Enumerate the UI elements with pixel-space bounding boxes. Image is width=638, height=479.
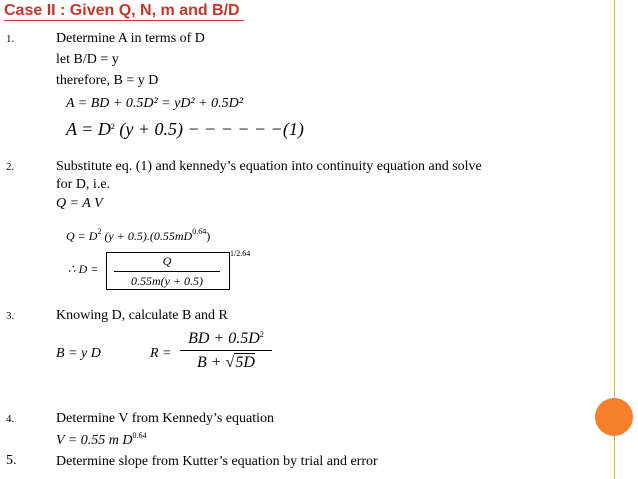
item-5-heading: Determine slope from Kutter’s equation by trial and error (56, 454, 378, 469)
equation-2a: $Q = D^2$ $(y + 0.5).(0.55mD^{0.64})$ (66, 227, 211, 243)
equation-2b-denominator: 0.55m(y + 0.5) (114, 271, 220, 289)
item-3-heading: Knowing D, calculate B and R (56, 308, 228, 323)
item-1-line2: let B/D = y (56, 52, 119, 67)
item-5-number: 5. (6, 453, 17, 468)
kennedy-equation: V = 0.55 m $D^{0.64}$ (56, 431, 147, 448)
equation-2b-fraction (106, 254, 228, 289)
equation-r-lhs: R = (150, 346, 172, 361)
item-3-number: 3. (6, 310, 15, 322)
orange-dot-decoration (595, 398, 633, 436)
equation-1: $A = D^2$ (y + 0.5) − − − − − −(1) (66, 119, 304, 139)
item-2-number: 2. (6, 161, 15, 173)
item-1-line3: therefore, B = y D (56, 73, 159, 88)
equation-2b-numerator: Q (162, 254, 172, 268)
equation-r-numerator: BD + 0.5D (188, 330, 260, 347)
item-2-line2: for D, i.e. (56, 177, 111, 192)
item-1-number: 1. (6, 33, 15, 45)
item-2-heading: Substitute eq. (1) and kennedy’s equation into continuity equation and solve (56, 159, 482, 174)
equation-b: B = y D (56, 346, 101, 361)
equation-area: A = BD + 0.5D² = yD² + 0.5D² (66, 96, 243, 111)
item-4-number: 4. (6, 413, 15, 425)
continuity-equation: Q = A V (56, 196, 103, 211)
equation-2b-exponent: 1/2.64 (230, 249, 251, 258)
item-1-heading: Determine A in terms of D (56, 31, 205, 46)
equation-r-fraction: BD + $0.5D^2$ B + √5D (180, 330, 272, 372)
slide-title: Case II : Given Q, N, m and B/D (4, 2, 244, 21)
equation-2b-lhs: ∴ D = (68, 262, 99, 276)
equation-r-denominator: B + √5D (180, 350, 272, 372)
item-4-heading: Determine V from Kennedy’s equation (56, 411, 274, 426)
